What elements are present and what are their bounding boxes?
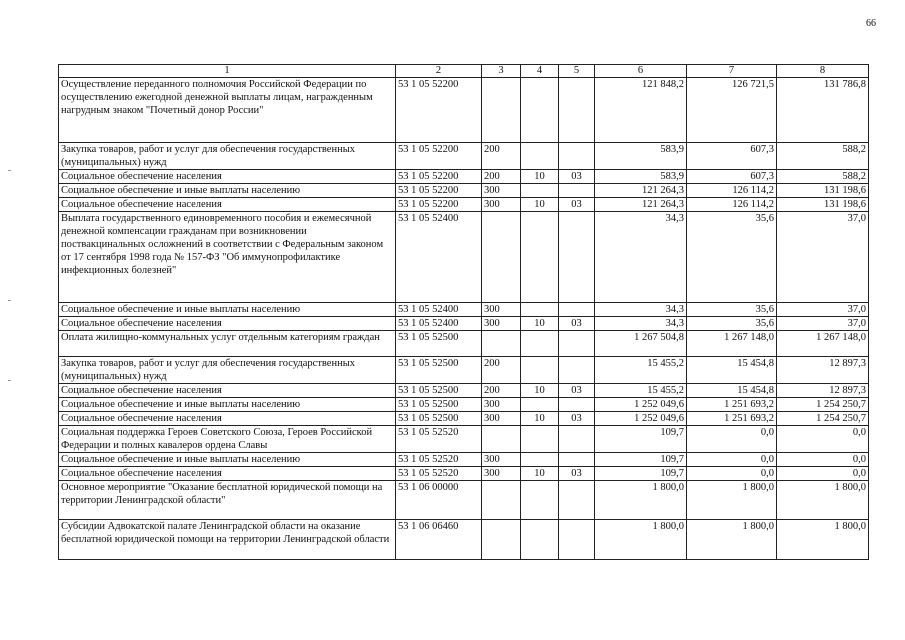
row-pr-cell [559, 398, 595, 412]
row-name-cell: Социальное обеспечение населения [59, 198, 396, 212]
budget-table [58, 64, 869, 560]
row-code-cell: 53 1 05 52520 [396, 426, 482, 453]
row-name-cell: Социальное обеспечение населения [59, 384, 396, 398]
row-value-8-cell: 588,2 [777, 143, 869, 170]
row-value-7-cell: 1 800,0 [687, 481, 777, 520]
header-cell: 4 [521, 65, 559, 78]
row-vr-cell [482, 331, 521, 357]
table-row [59, 317, 869, 331]
row-code-cell: 53 1 05 52400 [396, 303, 482, 317]
row-code-cell: 53 1 05 52500 [396, 384, 482, 398]
margin-mark [8, 380, 11, 381]
header-cell: 7 [687, 65, 777, 78]
table-body [59, 78, 869, 560]
row-vr-cell: 300 [482, 398, 521, 412]
row-pr-cell [559, 426, 595, 453]
row-value-6-cell: 34,3 [595, 317, 687, 331]
row-value-8-cell: 1 254 250,7 [777, 412, 869, 426]
row-name-cell: Закупка товаров, работ и услуг для обеспечения государственных (муниципальных) нужд [59, 143, 396, 170]
row-pr-cell [559, 303, 595, 317]
row-rz-cell [521, 357, 559, 384]
table-row [59, 331, 869, 357]
row-pr-cell [559, 143, 595, 170]
row-code-cell: 53 1 05 52200 [396, 143, 482, 170]
row-vr-cell [482, 481, 521, 520]
row-rz-cell: 10 [521, 170, 559, 184]
row-value-6-cell: 1 252 049,6 [595, 398, 687, 412]
row-value-8-cell: 37,0 [777, 212, 869, 303]
row-value-6-cell: 1 800,0 [595, 481, 687, 520]
row-pr-cell: 03 [559, 170, 595, 184]
row-name-cell: Социальное обеспечение населения [59, 412, 396, 426]
row-value-8-cell: 1 800,0 [777, 520, 869, 560]
row-rz-cell: 10 [521, 384, 559, 398]
row-name-cell: Закупка товаров, работ и услуг для обеспечения государственных (муниципальных) нужд [59, 357, 396, 384]
row-value-8-cell: 131 786,8 [777, 78, 869, 143]
row-pr-cell [559, 520, 595, 560]
row-vr-cell: 300 [482, 184, 521, 198]
row-value-6-cell: 1 252 049,6 [595, 412, 687, 426]
margin-mark [8, 170, 11, 171]
row-pr-cell [559, 453, 595, 467]
row-code-cell: 53 1 06 06460 [396, 520, 482, 560]
table-row [59, 184, 869, 198]
row-rz-cell [521, 398, 559, 412]
row-value-7-cell: 1 267 148,0 [687, 331, 777, 357]
row-code-cell: 53 1 05 52400 [396, 212, 482, 303]
row-code-cell: 53 1 05 52500 [396, 398, 482, 412]
row-vr-cell [482, 426, 521, 453]
row-rz-cell [521, 481, 559, 520]
row-rz-cell: 10 [521, 198, 559, 212]
row-vr-cell: 300 [482, 412, 521, 426]
row-value-7-cell: 607,3 [687, 143, 777, 170]
row-rz-cell: 10 [521, 467, 559, 481]
row-code-cell: 53 1 06 00000 [396, 481, 482, 520]
row-value-7-cell: 126 114,2 [687, 184, 777, 198]
row-rz-cell [521, 212, 559, 303]
row-value-8-cell: 131 198,6 [777, 198, 869, 212]
row-value-6-cell: 109,7 [595, 453, 687, 467]
header-cell: 8 [777, 65, 869, 78]
table-row [59, 303, 869, 317]
row-name-cell: Социальное обеспечение и иные выплаты населению [59, 453, 396, 467]
row-code-cell: 53 1 05 52500 [396, 412, 482, 426]
row-value-8-cell: 0,0 [777, 453, 869, 467]
row-value-7-cell: 35,6 [687, 303, 777, 317]
row-pr-cell [559, 331, 595, 357]
row-value-8-cell: 12 897,3 [777, 357, 869, 384]
row-value-7-cell: 0,0 [687, 453, 777, 467]
row-value-8-cell: 1 267 148,0 [777, 331, 869, 357]
row-name-cell: Социальное обеспечение и иные выплаты населению [59, 303, 396, 317]
table-row [59, 453, 869, 467]
row-vr-cell: 300 [482, 198, 521, 212]
header-cell: 5 [559, 65, 595, 78]
row-code-cell: 53 1 05 52200 [396, 78, 482, 143]
table-row [59, 170, 869, 184]
row-code-cell: 53 1 05 52400 [396, 317, 482, 331]
row-code-cell: 53 1 05 52200 [396, 198, 482, 212]
row-pr-cell: 03 [559, 317, 595, 331]
row-code-cell: 53 1 05 52200 [396, 170, 482, 184]
table-row [59, 78, 869, 143]
row-value-6-cell: 583,9 [595, 143, 687, 170]
row-vr-cell: 300 [482, 467, 521, 481]
row-value-7-cell: 607,3 [687, 170, 777, 184]
row-rz-cell [521, 143, 559, 170]
row-pr-cell [559, 481, 595, 520]
row-vr-cell: 300 [482, 317, 521, 331]
row-pr-cell: 03 [559, 412, 595, 426]
row-value-6-cell: 583,9 [595, 170, 687, 184]
row-pr-cell: 03 [559, 467, 595, 481]
row-value-6-cell: 15 455,2 [595, 357, 687, 384]
row-value-7-cell: 0,0 [687, 426, 777, 453]
row-rz-cell: 10 [521, 317, 559, 331]
row-name-cell: Субсидии Адвокатской палате Ленинградской области на оказание бесплатной юридической помощи на территории Ленинградской области [59, 520, 396, 560]
row-value-7-cell: 126 114,2 [687, 198, 777, 212]
row-code-cell: 53 1 05 52520 [396, 453, 482, 467]
row-vr-cell [482, 78, 521, 143]
header-cell: 6 [595, 65, 687, 78]
row-vr-cell: 300 [482, 303, 521, 317]
row-value-8-cell: 0,0 [777, 426, 869, 453]
row-vr-cell: 200 [482, 384, 521, 398]
row-rz-cell [521, 453, 559, 467]
row-name-cell: Социальное обеспечение населения [59, 170, 396, 184]
row-vr-cell [482, 520, 521, 560]
row-value-6-cell: 34,3 [595, 303, 687, 317]
row-rz-cell [521, 520, 559, 560]
row-value-8-cell: 0,0 [777, 467, 869, 481]
row-pr-cell: 03 [559, 384, 595, 398]
row-value-6-cell: 109,7 [595, 467, 687, 481]
row-vr-cell: 200 [482, 357, 521, 384]
table-row [59, 384, 869, 398]
row-value-7-cell: 15 454,8 [687, 384, 777, 398]
row-rz-cell: 10 [521, 412, 559, 426]
header-cell: 2 [396, 65, 482, 78]
row-rz-cell [521, 78, 559, 143]
row-value-7-cell: 35,6 [687, 212, 777, 303]
row-rz-cell [521, 331, 559, 357]
row-pr-cell [559, 212, 595, 303]
table-row [59, 481, 869, 520]
row-value-8-cell: 1 254 250,7 [777, 398, 869, 412]
row-value-6-cell: 121 264,3 [595, 198, 687, 212]
row-name-cell: Осуществление переданного полномочия Российской Федерации по осуществлению ежегодной денежной выплаты лицам, награжденным нагрудным знаком "Почетный донор России" [59, 78, 396, 143]
row-pr-cell [559, 184, 595, 198]
row-name-cell: Оплата жилищно-коммунальных услуг отдельным категориям граждан [59, 331, 396, 357]
row-value-7-cell: 1 251 693,2 [687, 412, 777, 426]
row-value-6-cell: 121 264,3 [595, 184, 687, 198]
row-value-8-cell: 1 800,0 [777, 481, 869, 520]
row-code-cell: 53 1 05 52200 [396, 184, 482, 198]
row-rz-cell [521, 303, 559, 317]
row-vr-cell: 200 [482, 143, 521, 170]
row-value-6-cell: 1 267 504,8 [595, 331, 687, 357]
row-value-6-cell: 15 455,2 [595, 384, 687, 398]
row-pr-cell [559, 357, 595, 384]
table-row [59, 467, 869, 481]
row-vr-cell: 300 [482, 453, 521, 467]
row-value-7-cell: 35,6 [687, 317, 777, 331]
table-row [59, 412, 869, 426]
row-rz-cell [521, 426, 559, 453]
table-row [59, 426, 869, 453]
header-row [59, 65, 869, 78]
row-name-cell: Основное мероприятие "Оказание бесплатной юридической помощи на территории Ленинградской области" [59, 481, 396, 520]
row-code-cell: 53 1 05 52500 [396, 331, 482, 357]
table-row [59, 357, 869, 384]
page-number: 66 [866, 18, 876, 29]
row-pr-cell [559, 78, 595, 143]
row-name-cell: Социальное обеспечение и иные выплаты населению [59, 184, 396, 198]
row-name-cell: Социальное обеспечение населения [59, 317, 396, 331]
row-value-7-cell: 15 454,8 [687, 357, 777, 384]
row-value-8-cell: 37,0 [777, 317, 869, 331]
row-value-8-cell: 12 897,3 [777, 384, 869, 398]
table-row [59, 143, 869, 170]
row-value-6-cell: 121 848,2 [595, 78, 687, 143]
row-name-cell: Социальная поддержка Героев Советского Союза, Героев Российской Федерации и полных кавалеров ордена Славы [59, 426, 396, 453]
table-row [59, 398, 869, 412]
header-cell: 1 [59, 65, 396, 78]
row-value-8-cell: 131 198,6 [777, 184, 869, 198]
table-row [59, 520, 869, 560]
row-rz-cell [521, 184, 559, 198]
margin-mark [8, 300, 11, 301]
row-code-cell: 53 1 05 52500 [396, 357, 482, 384]
row-value-7-cell: 0,0 [687, 467, 777, 481]
header-cell: 3 [482, 65, 521, 78]
row-vr-cell [482, 212, 521, 303]
row-value-6-cell: 1 800,0 [595, 520, 687, 560]
row-value-7-cell: 126 721,5 [687, 78, 777, 143]
row-value-7-cell: 1 251 693,2 [687, 398, 777, 412]
row-pr-cell: 03 [559, 198, 595, 212]
row-value-7-cell: 1 800,0 [687, 520, 777, 560]
row-name-cell: Выплата государственного единовременного пособия и ежемесячной денежной компенсации гражданам при возникновении поствакцинальных осложнений в соответствии с Федеральным законом от 17 сентября 1998 года № 157-ФЗ "Об иммунопрофилактике инфекционных болезней" [59, 212, 396, 303]
row-vr-cell: 200 [482, 170, 521, 184]
table-row [59, 198, 869, 212]
row-code-cell: 53 1 05 52520 [396, 467, 482, 481]
row-name-cell: Социальное обеспечение населения [59, 467, 396, 481]
row-value-8-cell: 588,2 [777, 170, 869, 184]
row-value-8-cell: 37,0 [777, 303, 869, 317]
table-row [59, 212, 869, 303]
row-value-6-cell: 34,3 [595, 212, 687, 303]
row-name-cell: Социальное обеспечение и иные выплаты населению [59, 398, 396, 412]
row-value-6-cell: 109,7 [595, 426, 687, 453]
